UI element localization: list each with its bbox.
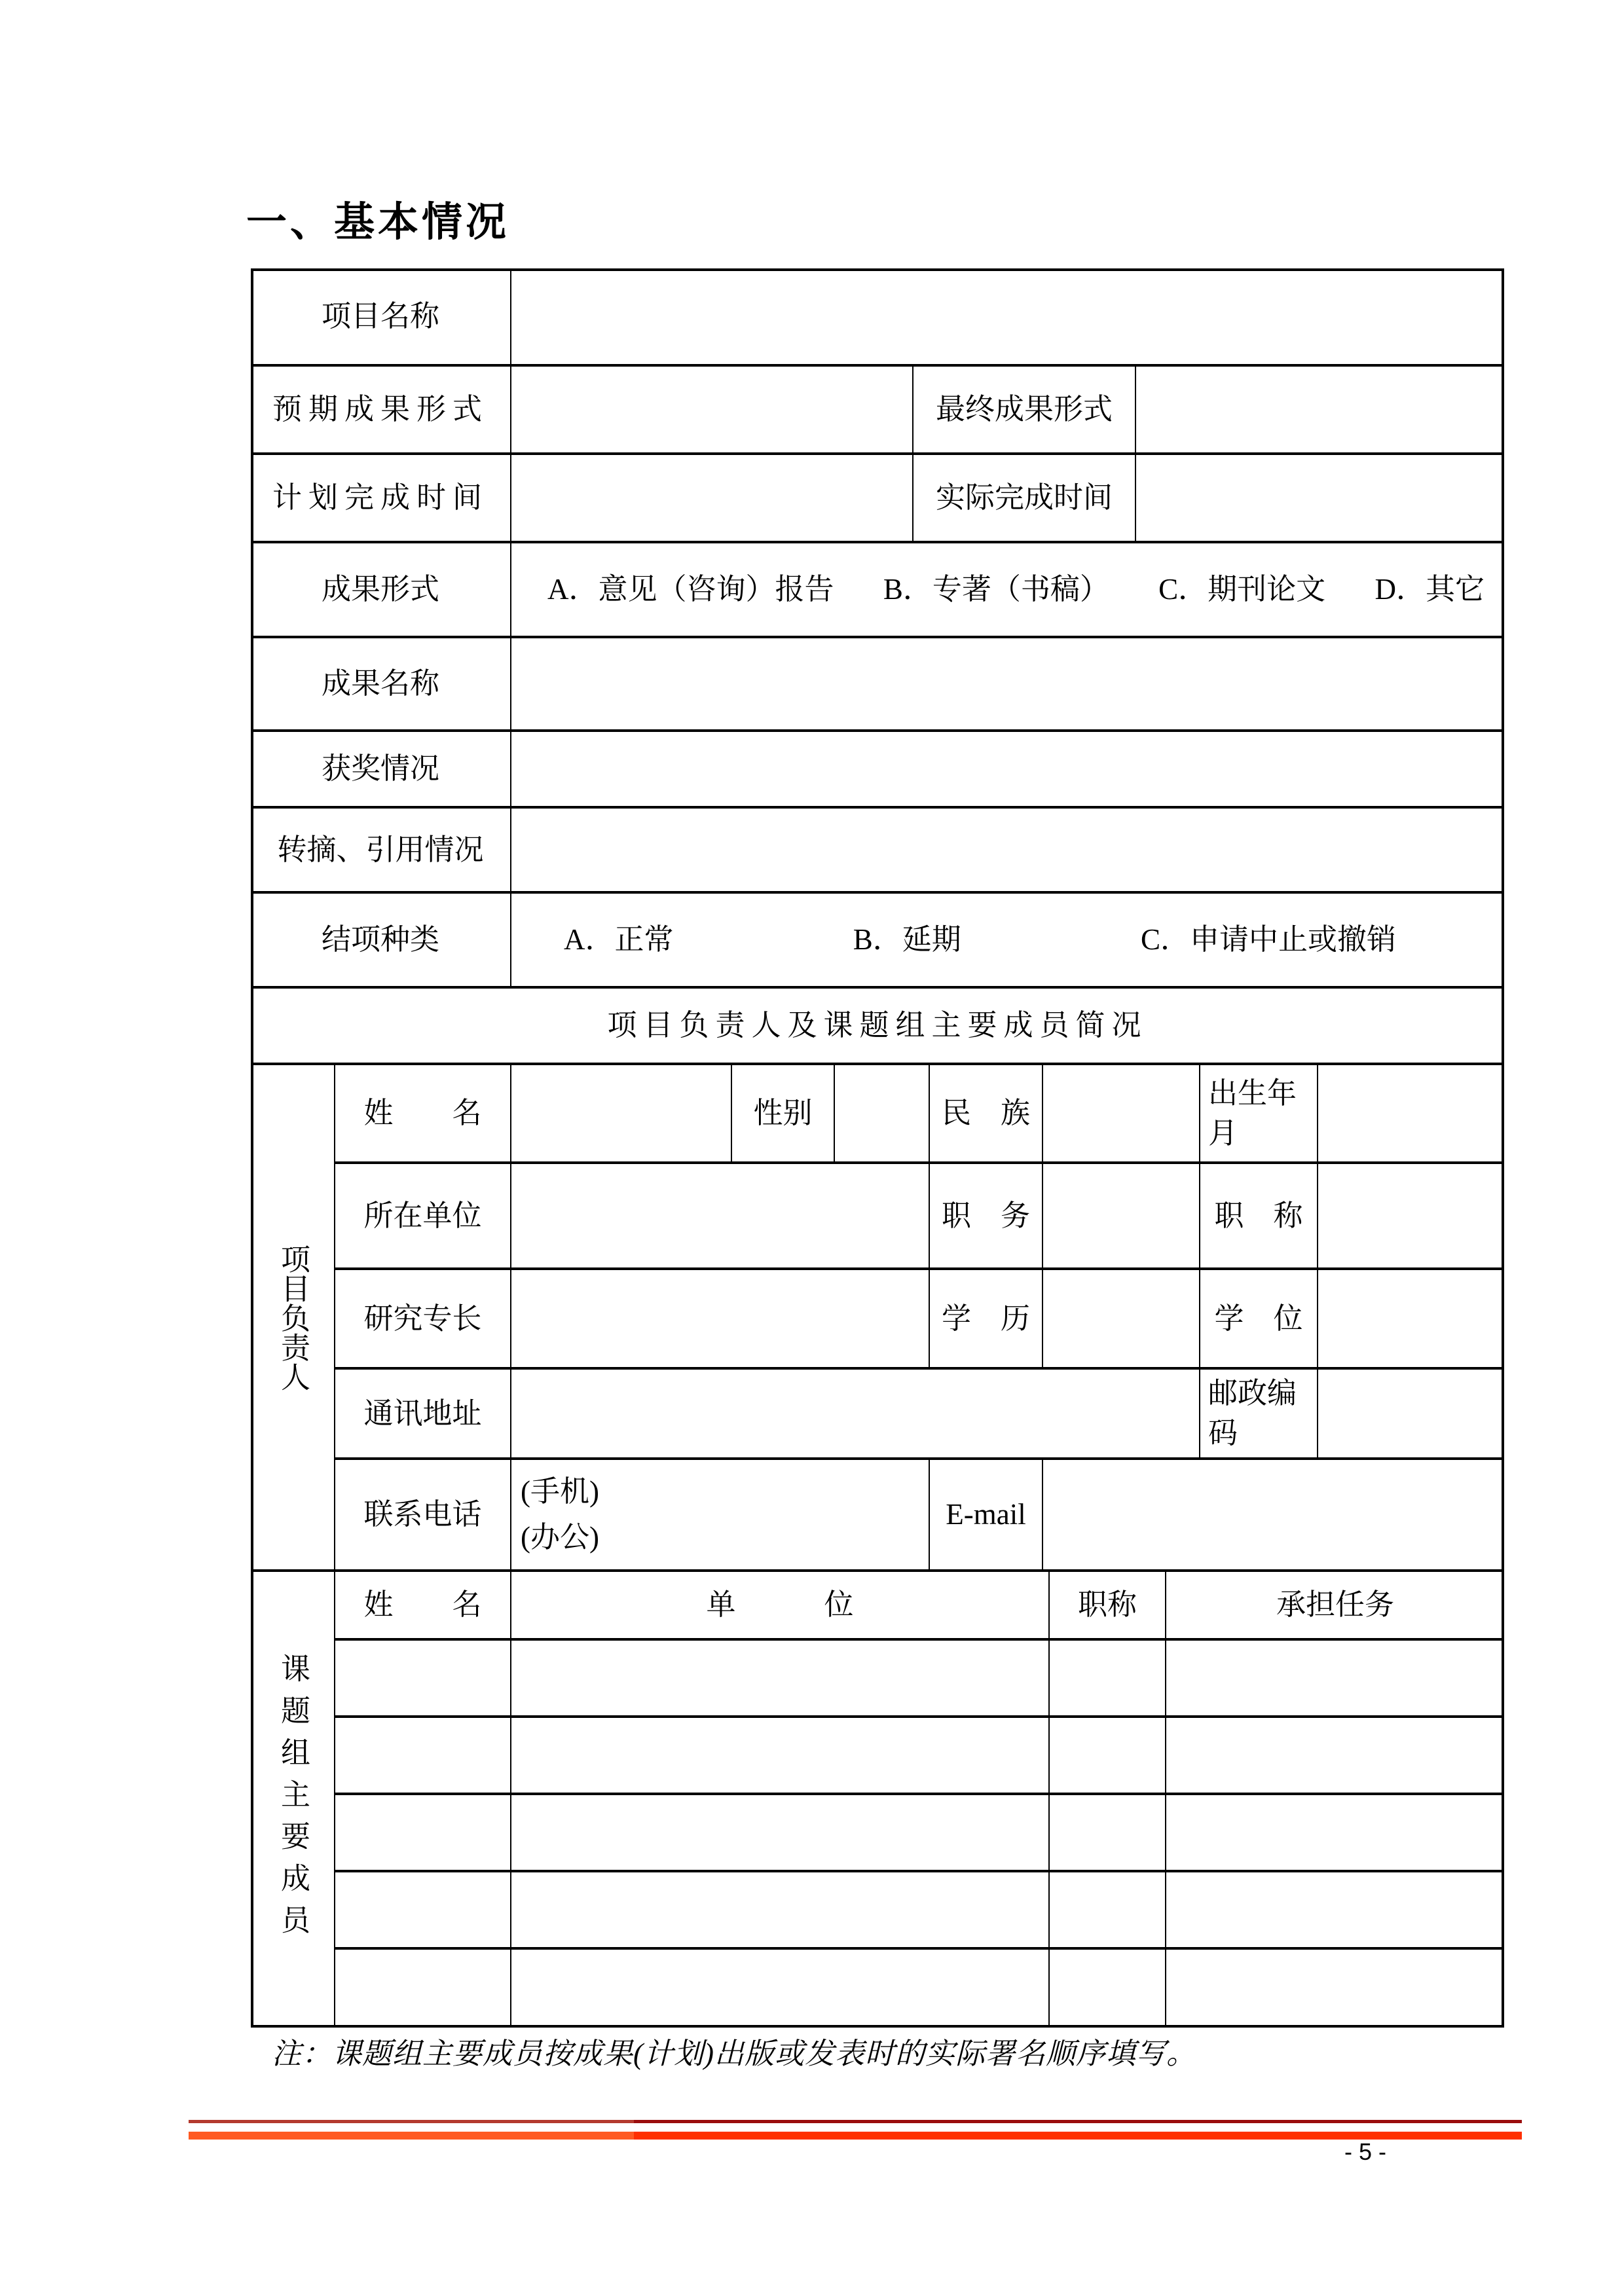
leader-specialty-field[interactable] (511, 1270, 930, 1370)
leader-name-label: 姓 名 (335, 1065, 511, 1164)
member-name-field[interactable] (335, 1795, 511, 1872)
member-title-field[interactable] (1050, 1872, 1166, 1950)
closure-option-b[interactable]: B．延期 (853, 923, 961, 957)
member-unit-field[interactable] (511, 1795, 1050, 1872)
member-title-field[interactable] (1050, 1795, 1166, 1872)
leader-phone-label: 联系电话 (335, 1460, 511, 1572)
leader-position-field[interactable] (1043, 1164, 1200, 1270)
member-unit-field[interactable] (511, 1718, 1050, 1795)
project-name-label: 项目名称 (251, 268, 511, 367)
leader-birth-field[interactable] (1318, 1065, 1504, 1164)
members-task-header: 承担任务 (1166, 1572, 1504, 1641)
leader-unit-field[interactable] (511, 1164, 930, 1270)
leader-phone-field[interactable] (511, 1460, 930, 1572)
member-title-field[interactable] (1050, 1641, 1166, 1718)
leader-unit-label: 所在单位 (335, 1164, 511, 1270)
member-name-field[interactable] (335, 1641, 511, 1718)
leader-specialty-label: 研究专长 (335, 1270, 511, 1370)
members-name-header: 姓 名 (335, 1572, 511, 1641)
leader-postcode-field[interactable] (1318, 1370, 1504, 1460)
profile-banner: 项目负责人及课题组主要成员简况 (251, 989, 1504, 1065)
page-number: - 5 - (1344, 2138, 1386, 2165)
leader-email-label: E-mail (930, 1460, 1043, 1572)
project-name-field[interactable] (511, 268, 1504, 367)
leader-section-label-text: 项目负责人 (276, 1243, 309, 1391)
closure-option-c[interactable]: C．申请中止或撤销 (1140, 923, 1396, 957)
leader-gender-label: 性别 (732, 1065, 835, 1164)
planned-date-field[interactable] (511, 455, 913, 543)
result-form-options (511, 543, 1504, 638)
closure-type-label: 结项种类 (251, 894, 511, 989)
leader-address-field[interactable] (511, 1370, 1200, 1460)
member-unit-field[interactable] (511, 1641, 1050, 1718)
result-form-label: 成果形式 (251, 543, 511, 638)
final-form-field[interactable] (1136, 367, 1504, 455)
leader-education-label: 学 历 (930, 1270, 1043, 1370)
leader-ethnic-label: 民 族 (930, 1065, 1043, 1164)
member-title-field[interactable] (1050, 1718, 1166, 1795)
result-name-label: 成果名称 (251, 638, 511, 732)
leader-degree-label: 学 位 (1200, 1270, 1318, 1370)
leader-title-field[interactable] (1318, 1164, 1504, 1270)
planned-date-label: 计划完成时间 (251, 455, 511, 543)
actual-date-label: 实际完成时间 (913, 455, 1136, 543)
member-unit-field[interactable] (511, 1950, 1050, 2028)
result-form-option-c[interactable]: C．期刊论文 (1158, 573, 1326, 606)
member-task-field[interactable] (1166, 1872, 1504, 1950)
member-task-field[interactable] (1166, 1718, 1504, 1795)
footer-rule-thick (189, 2132, 1522, 2140)
reprint-field[interactable] (511, 809, 1504, 894)
closure-type-options (511, 894, 1504, 989)
actual-date-field[interactable] (1136, 455, 1504, 543)
expected-form-label: 预期成果形式 (251, 367, 511, 455)
member-unit-field[interactable] (511, 1872, 1050, 1950)
reprint-label: 转摘、引用情况 (251, 809, 511, 894)
leader-position-label: 职 务 (930, 1164, 1043, 1270)
leader-title-label: 职 称 (1200, 1164, 1318, 1270)
member-name-field[interactable] (335, 1950, 511, 2028)
leader-address-label: 通讯地址 (335, 1370, 511, 1460)
page-title: 一、基本情况 (246, 200, 510, 245)
result-form-option-b[interactable]: B．专著（书稿） (883, 573, 1109, 606)
phone-mobile-label: (手机) (521, 1474, 599, 1508)
members-title-header: 职称 (1050, 1572, 1166, 1641)
member-task-field[interactable] (1166, 1795, 1504, 1872)
awards-label: 获奖情况 (251, 732, 511, 809)
final-form-label: 最终成果形式 (913, 367, 1136, 455)
phone-office-label: (办公) (521, 1520, 599, 1554)
leader-ethnic-field[interactable] (1043, 1065, 1200, 1164)
member-title-field[interactable] (1050, 1950, 1166, 2028)
leader-birth-label-text: 出生年月 (1208, 1076, 1297, 1150)
leader-birth-label (1200, 1065, 1318, 1164)
members-section-label (251, 1572, 335, 2028)
member-name-field[interactable] (335, 1872, 511, 1950)
result-form-option-d[interactable]: D．其它 (1375, 573, 1485, 606)
basic-info-table (251, 268, 1504, 2028)
member-task-field[interactable] (1166, 1950, 1504, 2028)
leader-section-label (251, 1065, 335, 1572)
leader-degree-field[interactable] (1318, 1270, 1504, 1370)
leader-email-field[interactable] (1043, 1460, 1504, 1572)
result-name-field[interactable] (511, 638, 1504, 732)
closure-option-a[interactable]: A．正常 (564, 923, 674, 957)
member-task-field[interactable] (1166, 1641, 1504, 1718)
leader-postcode-label (1200, 1370, 1318, 1460)
awards-field[interactable] (511, 732, 1504, 809)
footnote: 注：课题组主要成员按成果(计划)出版或发表时的实际署名顺序填写。 (272, 2037, 1196, 2070)
leader-gender-field[interactable] (835, 1065, 930, 1164)
members-section-label-text: 课题组主要成员 (276, 1653, 309, 1946)
member-name-field[interactable] (335, 1718, 511, 1795)
result-form-option-a[interactable]: A．意见（咨询）报告 (547, 573, 834, 606)
leader-education-field[interactable] (1043, 1270, 1200, 1370)
footer-rule-thin (189, 2120, 1522, 2123)
leader-postcode-label-text: 邮政编码 (1208, 1377, 1297, 1449)
members-unit-header: 单 位 (511, 1572, 1050, 1641)
leader-name-field[interactable] (511, 1065, 732, 1164)
expected-form-field[interactable] (511, 367, 913, 455)
